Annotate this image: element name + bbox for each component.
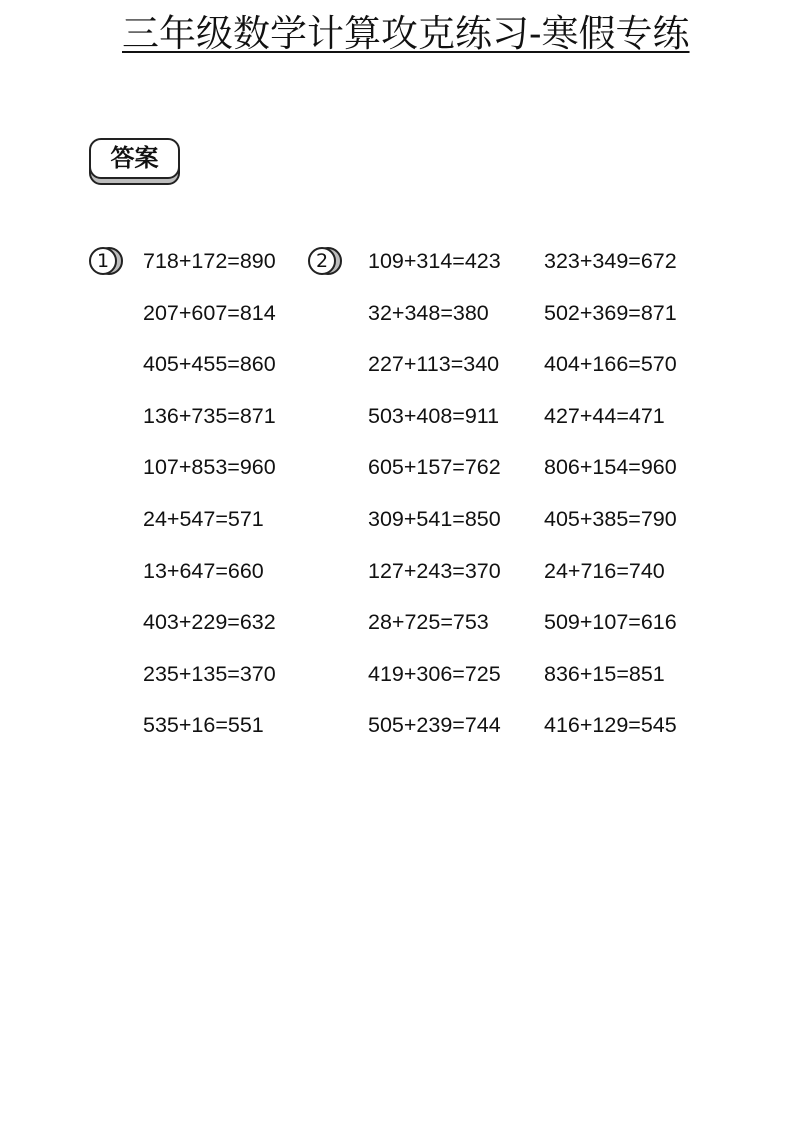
equation: 405+385=790: [544, 506, 677, 531]
section-2-column-2: [544, 242, 677, 758]
equation: 235+135=370: [143, 661, 276, 686]
equation: 718+172=890: [143, 249, 276, 273]
section-1-column-1: [143, 242, 276, 758]
equation: 13+647=660: [143, 558, 264, 583]
section-1-number-label: 1: [89, 247, 117, 275]
equation: 605+157=762: [368, 455, 501, 480]
equation: 404+166=570: [544, 352, 677, 377]
page-title: 三年级数学计算攻克练习-寒假专练: [122, 12, 690, 55]
equation: 309+541=850: [368, 506, 501, 531]
section-2-number: [308, 247, 346, 277]
equation: 127+243=370: [368, 558, 501, 583]
equation: 24+547=571: [143, 506, 264, 531]
equation: 836+15=851: [544, 661, 665, 686]
equation: 323+349=672: [544, 249, 677, 273]
equation: 416+129=545: [544, 713, 677, 738]
equation: 505+239=744: [368, 713, 501, 738]
equation: 109+314=423: [368, 249, 501, 273]
section-2-column-1: [368, 242, 501, 758]
equation: 207+607=814: [143, 300, 276, 325]
equation: 502+369=871: [544, 300, 677, 325]
answer-badge: [89, 138, 182, 188]
section-1-number: [89, 247, 127, 277]
section-2-number-label: 2: [308, 247, 336, 275]
equation: 535+16=551: [143, 713, 264, 738]
equation: 403+229=632: [143, 610, 276, 635]
equation: 405+455=860: [143, 352, 276, 377]
equation: 227+113=340: [368, 352, 500, 377]
equation: 427+44=471: [544, 403, 665, 428]
equation: 509+107=616: [544, 610, 677, 635]
equation: 503+408=911: [368, 403, 500, 428]
equation: 28+725=753: [368, 610, 489, 635]
equation: 419+306=725: [368, 661, 501, 686]
equation: 136+735=871: [143, 403, 276, 428]
equation: 107+853=960: [143, 455, 276, 480]
equation: 806+154=960: [544, 455, 677, 480]
equation: 24+716=740: [544, 558, 665, 583]
answer-badge-label: 答案: [89, 138, 180, 179]
equation: 32+348=380: [368, 300, 489, 325]
